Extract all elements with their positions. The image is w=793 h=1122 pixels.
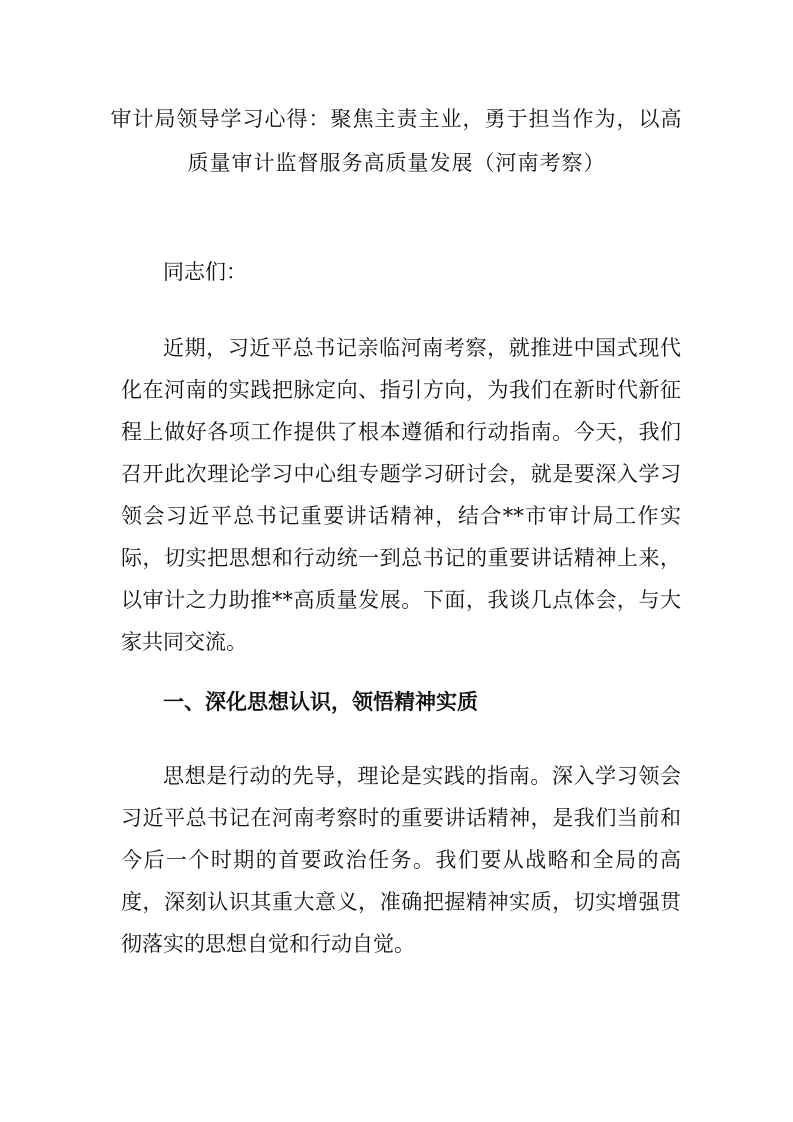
document-title [80,97,713,185]
section-heading-1: 一、深化思想认识，领悟精神实质 [163,690,478,714]
salutation: 同志们： [163,260,247,284]
body-paragraph-1: 近期，习近平总书记亲临河南考察，就推进中国式现代化在河南的实践把脉定向、指引方向，为我们在新时代新征程上做好各项工作提供了根本遵循和行动指南。今天，我们召开此次理论学习中心组专题学习研讨会，就是要深入学习领会习近平总书记重要讲话精神，结合**市审计局工作实际，切实把思想和行动统一到总书记的重要讲话精神上来，以审计之力助推**高质量发展。下面，我谈几点体会，与大家共同交流。 [121,336,681,654]
title-line-2: 质量审计监督服务高质量发展（河南考察） [187,151,606,175]
body-paragraph-2: 思想是行动的先导，理论是实践的指南。深入学习领会习近平总书记在河南考察时的重要讲话精神，是我们当前和今后一个时期的首要政治任务。我们要从战略和全局的高度，深刻认识其重大意义，准确把握精神实质，切实增强贯彻落实的思想自觉和行动自觉。 [121,764,681,956]
title-line-1: 审计局领导学习心得：聚焦主责主业，勇于担当作为，以高 [110,107,683,131]
